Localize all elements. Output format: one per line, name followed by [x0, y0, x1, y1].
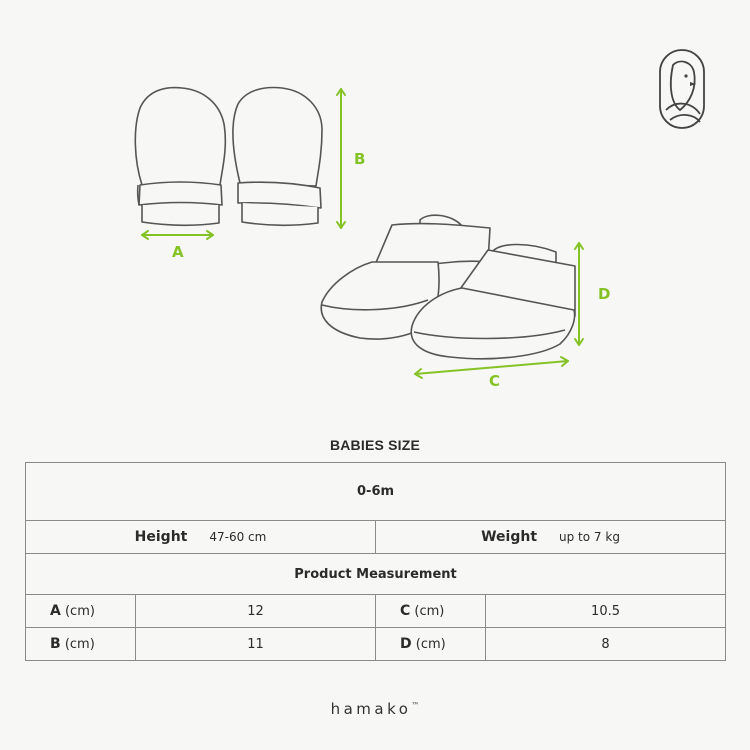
measurement-d-label: D (cm): [376, 628, 486, 661]
height-weight-row: [26, 521, 726, 554]
height-cell: [26, 521, 376, 554]
penguin-logo-icon: [660, 50, 704, 128]
label-c: C: [489, 372, 501, 390]
label-b: B: [354, 150, 366, 168]
left-mitten: [135, 88, 225, 226]
brand-name: hamako: [330, 700, 412, 718]
right-mitten: [233, 88, 322, 226]
weight-value: up to 7 kg: [559, 530, 620, 544]
arrow-d: [575, 243, 583, 345]
product-measurement-row: [26, 554, 726, 595]
size-chart-table: [25, 462, 726, 661]
measurement-row: [26, 628, 726, 661]
measurement-d-value: 8: [486, 628, 726, 661]
measurement-a-value: 12: [136, 595, 376, 628]
arrow-a: [142, 231, 213, 239]
age-range-row: [26, 463, 726, 521]
weight-label: Weight: [481, 529, 538, 545]
measurement-b-label: B (cm): [26, 628, 136, 661]
product-measurement-heading: Product Measurement: [26, 554, 726, 595]
measurement-row: [26, 595, 726, 628]
height-label: Height: [134, 529, 188, 545]
age-range: 0-6m: [26, 463, 726, 521]
trademark-mark: ™: [411, 701, 420, 710]
arrow-b: [337, 89, 345, 228]
weight-cell: [376, 521, 726, 554]
height-value: 47-60 cm: [209, 530, 267, 544]
size-chart-title: BABIES SIZE: [329, 437, 421, 453]
measurement-c-value: 10.5: [486, 595, 726, 628]
measurement-c-label: C (cm): [376, 595, 486, 628]
measurement-a-label: A (cm): [26, 595, 136, 628]
brand-wordmark: [0, 700, 750, 718]
label-d: D: [598, 285, 611, 303]
mittens-drawing: [135, 88, 322, 226]
measurement-b-value: 11: [136, 628, 376, 661]
label-a: A: [172, 243, 184, 261]
booties-drawing: [321, 215, 575, 359]
